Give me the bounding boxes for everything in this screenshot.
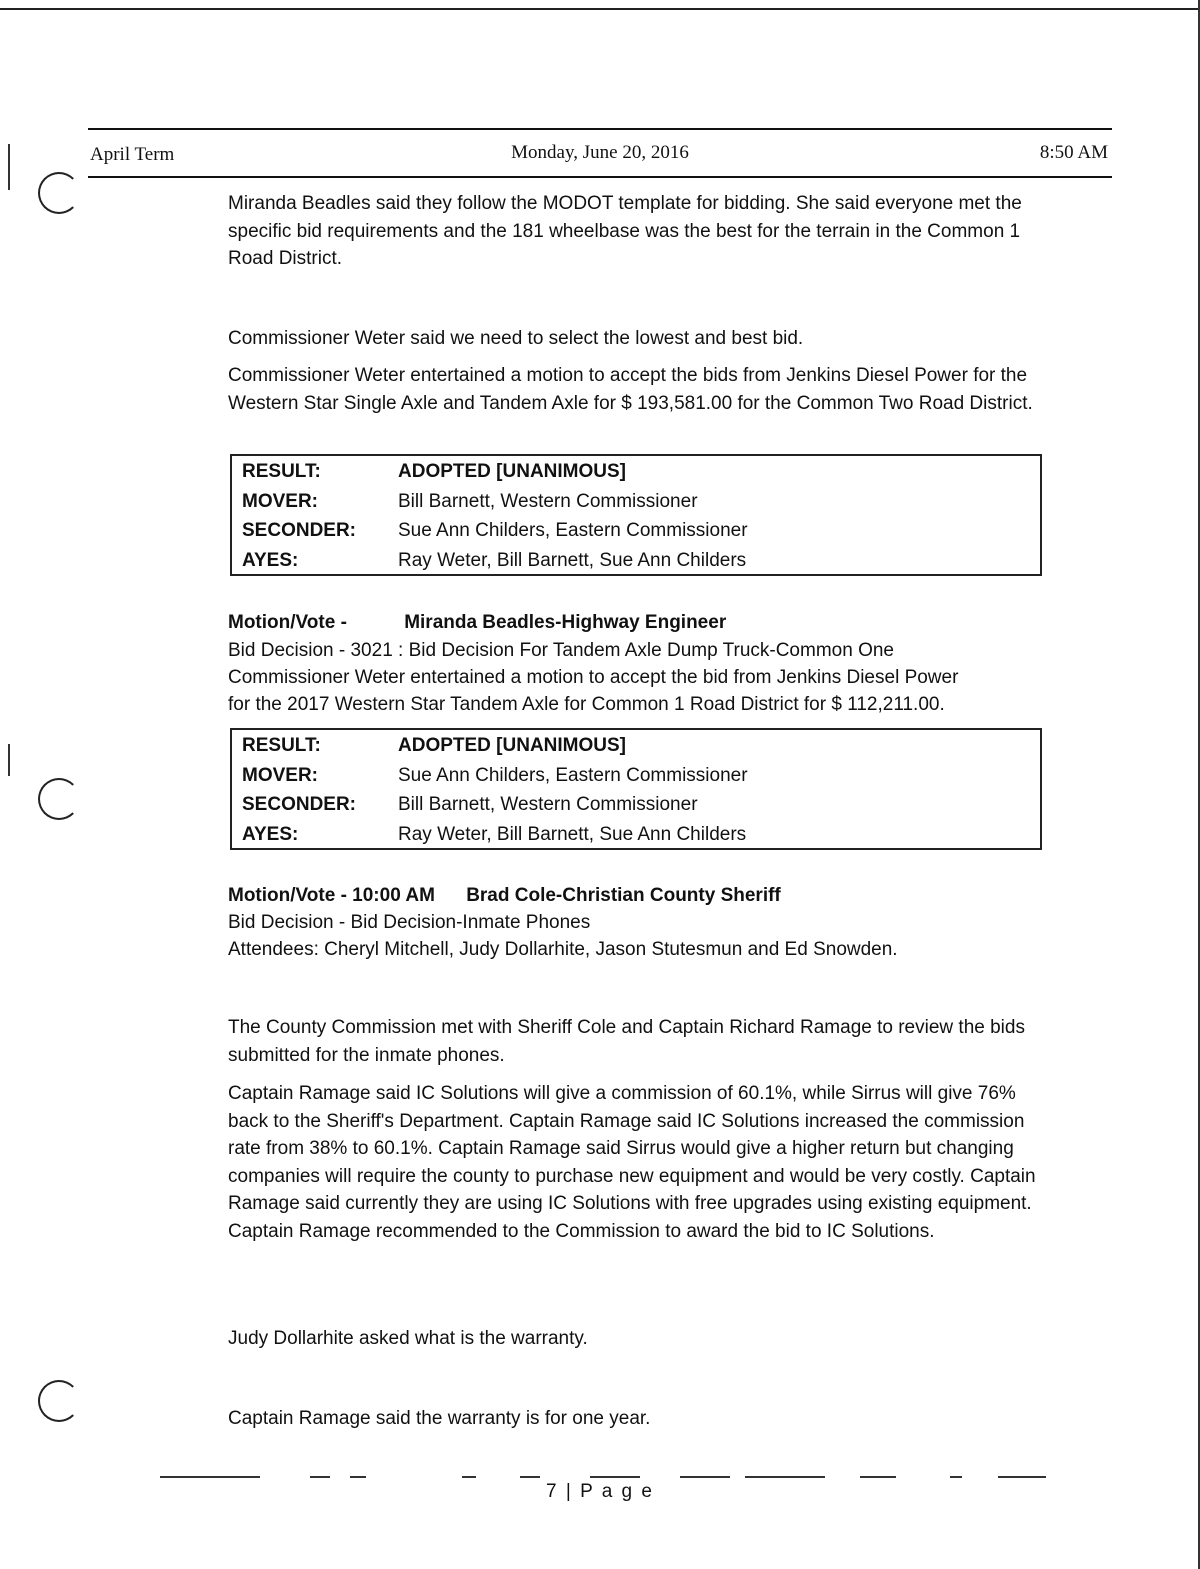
footer-rule [950,1476,962,1478]
ayes-row: AYES: Ray Weter, Bill Barnett, Sue Ann Childers [242,823,747,845]
vote-result-box [230,454,1042,576]
ayes-row: AYES: Ray Weter, Bill Barnett, Sue Ann Childers [242,549,747,571]
footer-rule [680,1476,730,1478]
paragraph: Judy Dollarhite asked what is the warranty. [228,1328,588,1349]
margin-mark [8,144,10,190]
paragraph: Miranda Beadles said they follow the MODOT template for bidding. She said everyone met the specific bid requirements and the 181 wheelbase was the best for the terrain in the Common 1 Road District. [228,193,1022,269]
meeting-time: 8:50 AM [1039,142,1108,163]
footer-rule [998,1476,1046,1478]
motion-heading: Motion/Vote - Miranda Beadles-Highway Engineer [228,612,727,633]
footer-rule [462,1476,476,1478]
binder-hole-top [38,172,80,214]
footer-rule [520,1476,540,1478]
binder-hole-middle [38,778,80,820]
result-row: RESULT: ADOPTED [UNANIMOUS] [242,735,626,756]
bid-decision: Bid Decision - 3021 : Bid Decision For Tandem Axle Dump Truck-Common One [228,640,894,661]
scan-edge-top [0,0,1200,10]
paragraph: Captain Ramage said the warranty is for one year. [228,1408,651,1429]
vote-result-box [230,728,1042,850]
footer-rule [860,1476,896,1478]
motion-text: Commissioner Weter entertained a motion to accept the bid from Jenkins Diesel Power [228,667,959,688]
mover-row: MOVER: Bill Barnett, Western Commissioner [242,490,698,512]
paragraph: The County Commission met with Sheriff Cole and Captain Richard Ramage to review the bids submitted for the inmate phones. [228,1017,1025,1066]
footer-rule [590,1476,640,1478]
page-header [88,128,1112,178]
page-number: 7 | P a g e [546,1481,654,1502]
term-label: April Term [90,144,175,165]
meeting-date: Monday, June 20, 2016 [511,142,689,163]
binder-hole-bottom [38,1380,80,1422]
seconder-row: SECONDER: Bill Barnett, Western Commissioner [242,794,698,815]
footer-rule [160,1476,260,1478]
motion-heading: Motion/Vote - 10:00 AM Brad Cole-Christian County Sheriff [228,885,781,906]
result-row: RESULT: ADOPTED [UNANIMOUS] [242,461,626,482]
footer-rule [350,1476,366,1478]
footer-rule [745,1476,825,1478]
mover-row: MOVER: Sue Ann Childers, Eastern Commissioner [242,764,748,786]
bid-decision: Bid Decision - Bid Decision-Inmate Phones [228,912,591,933]
footer-rule [310,1476,330,1478]
paragraph: Captain Ramage said IC Solutions will give a commission of 60.1%, while Sirrus will give 76% back to the Sheriff's Department. Captain Ramage said IC Solutions increased the commission rate from 38% to 60.1%. Captain Ramage said Sirrus would give a higher return but changing companies will require the county to purchase new equipment and would be very costly. Captain Ramage said currently they are using IC Solutions with free upgrades using existing equipment. Captain Ramage recommended to the Commission to award the bid to IC Solutions. [228,1083,1036,1242]
paragraph: Commissioner Weter entertained a motion to accept the bids from Jenkins Diesel Power for the Western Star Single Axle and Tandem Axle for $ 193,581.00 for the Common Two Road District. [228,365,1033,414]
attendees: Attendees: Cheryl Mitchell, Judy Dollarhite, Jason Stutesmun and Ed Snowden. [228,939,898,960]
margin-mark [8,744,10,776]
motion-text: for the 2017 Western Star Tandem Axle for Common 1 Road District for $ 112,211.00. [228,694,945,715]
seconder-row: SECONDER: Sue Ann Childers, Eastern Commissioner [242,520,748,541]
paragraph: Commissioner Weter said we need to select the lowest and best bid. [228,328,804,349]
